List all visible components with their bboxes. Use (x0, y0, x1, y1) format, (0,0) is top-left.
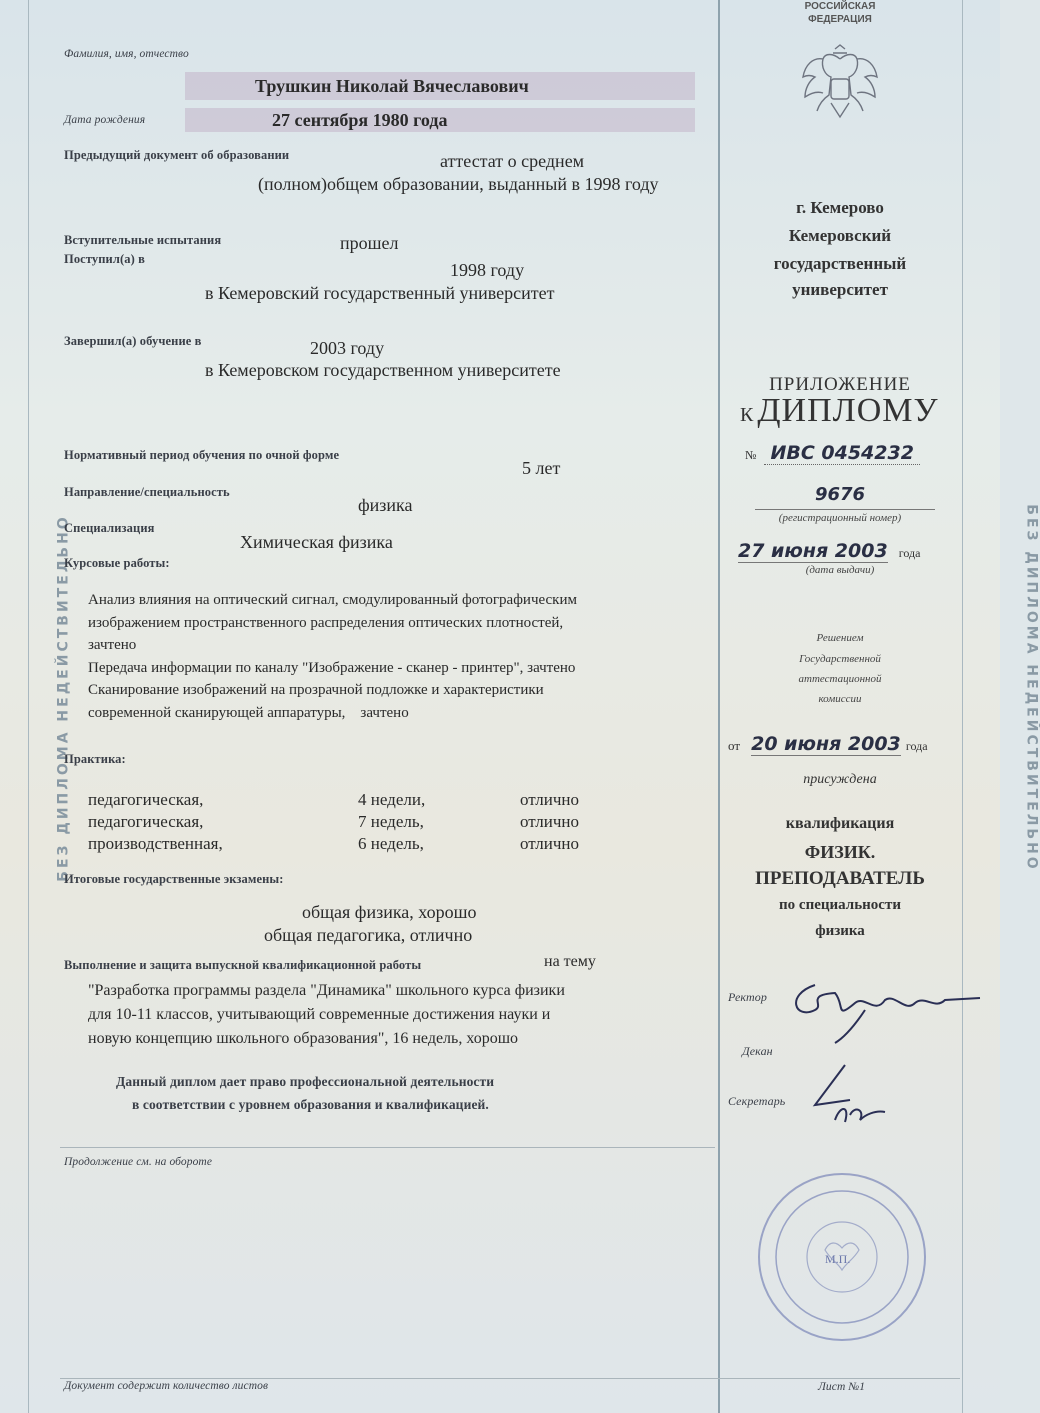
diploma-number-row (745, 442, 920, 464)
date-of-birth: 27 сентября 1980 года (272, 110, 448, 130)
table-row (88, 811, 608, 833)
full-name: Трушкин Николай Вячеславович (255, 76, 529, 96)
side-text-left: БЕЗ ДИПЛОМА НЕДЕЙСТВИТЕЛЬНО (55, 514, 72, 882)
seal-mp: М.П. (825, 1252, 851, 1266)
finished-year: 2003 году (310, 338, 385, 358)
divider (755, 509, 935, 510)
country-name: РОССИЙСКАЯ ФЕДЕРАЦИЯ (804, 1, 876, 25)
exams-label: Итоговые государственные экзамены: (64, 872, 284, 886)
left-edge-line (28, 0, 29, 1413)
qualification-line1: ФИЗИК. (804, 842, 876, 862)
thesis-text (88, 979, 713, 1051)
dob-label: Дата рождения (64, 114, 146, 126)
list-item: изображением пространственного распределения оптических плотностей, (88, 614, 564, 631)
right-edge-line (962, 0, 963, 1413)
practice-grade: отлично (520, 834, 580, 853)
table-row (88, 789, 608, 811)
list-item: зачтено (88, 637, 137, 653)
university-line1: Кемеровский (788, 226, 892, 245)
appendix-title: ПРИЛОЖЕНИЕ (769, 374, 911, 395)
practice-duration: 7 недель, (358, 812, 424, 831)
from-prefix: от (728, 738, 741, 753)
entrance-value: прошел (340, 233, 399, 253)
decision-line1: Решением (816, 632, 864, 644)
rector-label: Ректор (728, 990, 767, 1004)
prev-doc-line1: аттестат о среднем (440, 151, 585, 171)
appendix-diploma: ДИПЛОМУ (757, 392, 939, 429)
secretary-label: Секретарь (728, 1094, 786, 1108)
decision-line3: аттестационной (798, 673, 882, 685)
appendix-k: К (740, 404, 754, 426)
thesis-prefix: на тему (544, 953, 596, 970)
specialty-label: по специальности (779, 897, 901, 913)
list-item: Передача информации по каналу "Изображение - сканер - принтер", зачтено (88, 659, 576, 676)
thesis-label: Выполнение и защита выпускной квалификационной работы (64, 958, 422, 972)
divider (60, 1147, 715, 1148)
enrolled-university: в Кемеровский государственный университет (205, 283, 555, 303)
registration-number-label: (регистрационный номер) (778, 512, 902, 524)
prev-doc-line2: (полном)общем образовании, выданный в 1998 году (258, 174, 659, 194)
coursework-list (88, 589, 713, 724)
issue-date-label: (дата выдачи) (805, 564, 875, 576)
finished-label: Завершил(а) обучение в (64, 334, 202, 348)
column-divider (718, 0, 720, 1413)
awarded-label: присуждена (803, 772, 877, 787)
full-name-label: Фамилия, имя, отчество (64, 48, 189, 60)
exam-item: общая педагогика, отлично (264, 925, 473, 945)
practice-grade: отлично (520, 790, 580, 809)
practice-table (88, 789, 608, 855)
practice-label: Практика: (64, 752, 126, 766)
enrolled-label: Поступил(а) в (64, 252, 145, 266)
list-item: современной сканирующей аппаратуры, зачтено (88, 704, 409, 721)
decision-date: 20 июня 2003 (751, 733, 901, 755)
practice-duration: 6 недель, (358, 834, 424, 853)
list-item: Анализ влияния на оптический сигнал, смодулированный фотографическим (88, 592, 577, 608)
practice-type: педагогическая, (88, 812, 204, 831)
decision-date-row (728, 733, 928, 755)
side-text-right: БЕЗ ДИПЛОМА НЕДЕЙСТВИТЕЛЬНО (1023, 504, 1040, 872)
direction-label: Направление/специальность (64, 485, 230, 499)
university-line2: государственный (773, 254, 907, 273)
list-item: "Разработка программы раздела "Динамика" школьного курса физики (88, 982, 565, 999)
dean-label: Декан (742, 1044, 773, 1058)
rights-line2: в соответствии с уровнем образования и квалификацией. (132, 1097, 489, 1112)
table-row (88, 833, 608, 855)
issue-date: 27 июня 2003 (738, 540, 888, 562)
finished-university: в Кемеровском государственном университете (205, 360, 561, 380)
rights-line1: Данный диплом дает право профессиональной деятельности (116, 1074, 495, 1089)
list-item: Сканирование изображений на прозрачной подложке и характеристики (88, 682, 544, 698)
city: г. Кемерово (796, 198, 884, 217)
coursework-label: Курсовые работы: (64, 556, 170, 570)
specialty-value: физика (815, 923, 865, 939)
direction-value: физика (358, 495, 413, 515)
qualification-label: квалификация (785, 815, 895, 832)
decision-line4: комиссии (818, 693, 862, 705)
period-label: Нормативный период обучения по очной форме (64, 448, 340, 462)
sheet-number: Лист №1 (818, 1381, 866, 1393)
enrolled-year: 1998 году (450, 260, 525, 280)
registration-number: 9676 (814, 484, 866, 505)
university-line3: университет (792, 280, 888, 299)
number-sign: № (745, 448, 757, 462)
list-item: для 10-11 классов, учитывающий современные достижения науки и (88, 1006, 551, 1023)
pages-count-label: Документ содержит количество листов (64, 1380, 269, 1392)
issue-date-row (738, 540, 920, 562)
prev-doc-label: Предыдущий документ об образовании (64, 148, 290, 162)
specialization-value: Химическая физика (240, 532, 393, 552)
list-item: новую концепцию школьного образования", 16 недель, хорошо (88, 1030, 519, 1047)
continued-note: Продолжение см. на обороте (64, 1156, 213, 1168)
practice-duration: 4 недели, (358, 790, 426, 809)
specialization-label: Специализация (64, 521, 155, 535)
period-value: 5 лет (522, 458, 561, 478)
secretary-signature-icon (795, 1060, 905, 1130)
qualification-line2: ПРЕПОДАВАТЕЛЬ (755, 868, 925, 889)
divider (60, 1378, 960, 1379)
practice-type: педагогическая, (88, 790, 204, 809)
entrance-label: Вступительные испытания (64, 233, 222, 247)
decision-line2: Государственной (799, 653, 881, 665)
coat-of-arms-icon (795, 45, 885, 125)
rector-signature-icon (775, 965, 985, 1045)
practice-grade: отлично (520, 812, 580, 831)
exam-item: общая физика, хорошо (302, 902, 477, 922)
appendix-subtitle (740, 392, 939, 430)
issue-date-suffix: года (898, 546, 921, 560)
decision-suffix: года (905, 739, 928, 753)
practice-type: производственная, (88, 834, 223, 853)
diploma-number: ИВС 0454232 (764, 442, 919, 465)
